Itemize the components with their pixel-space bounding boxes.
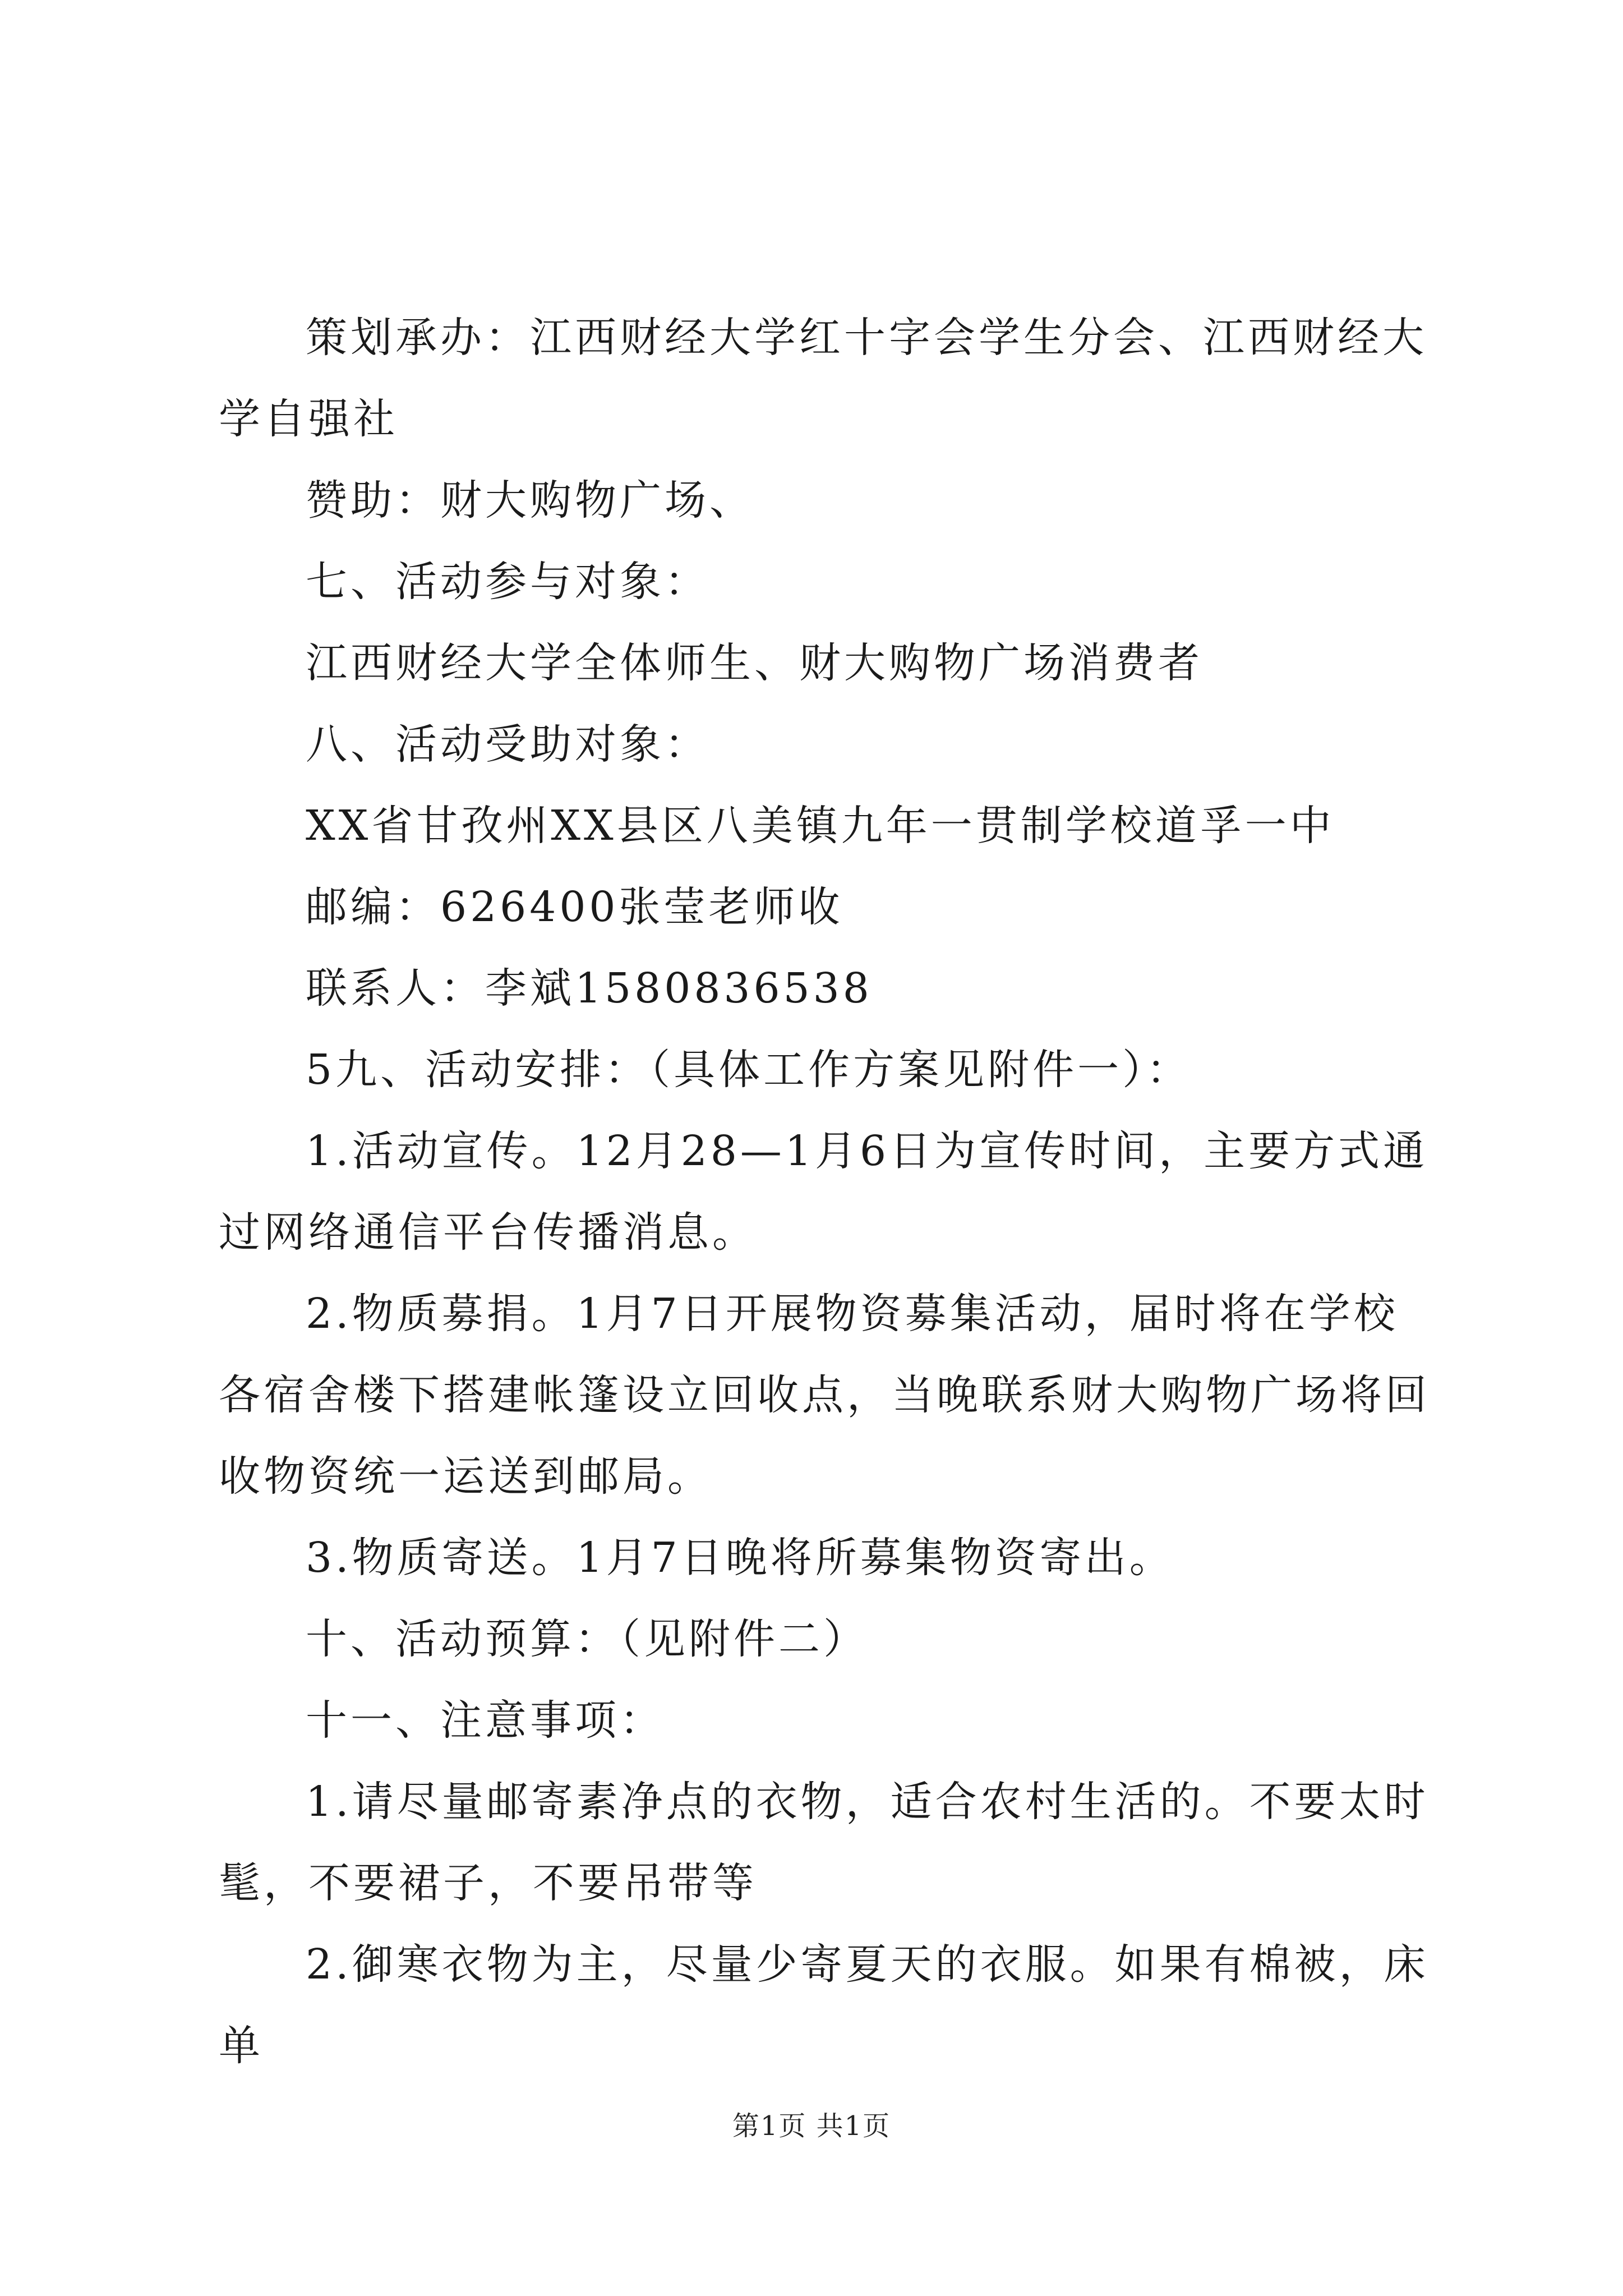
paragraph-heading-participants: 七、活动参与对象： xyxy=(306,558,709,606)
paragraph-schedule-collection: 2.物质募捐。1月7日开展物资募集活动，届时将在学校各宿舍楼下搭建帐篷设立回收点，当晚联系财大购物广场将回收物资统一运送到邮局。 xyxy=(219,1290,1430,1501)
paragraph-heading-budget: 十、活动预算：（见附件二） xyxy=(306,1615,868,1663)
paragraph-postcode: 邮编：626400张莹老师收 xyxy=(306,883,843,931)
paragraph-schedule-promotion: 1.活动宣传。12月28—1月6日为宣传时间，主要方式通过网络通信平台传播消息。 xyxy=(219,1127,1428,1257)
paragraph-heading-recipients: 八、活动受助对象： xyxy=(306,720,709,769)
paragraph-note-2: 2.御寒衣物为主，尽量少寄夏天的衣服。如果有棉被，床单 xyxy=(219,1940,1429,2070)
page-footer: 第1页 共1页 xyxy=(732,2110,891,2142)
paragraph-heading-schedule: 5九、活动安排：（具体工作方案见附件一）： xyxy=(306,1046,1192,1094)
paragraph-heading-notes: 十一、注意事项： xyxy=(306,1696,665,1745)
paragraph-sponsor: 赞助：财大购物广场、 xyxy=(306,476,754,524)
paragraph-note-1: 1.请尽量邮寄素净点的衣物，适合农村生活的。不要太时髦，不要裙子，不要吊带等 xyxy=(219,1778,1429,1907)
paragraph-organizer: 策划承办：江西财经大学红十字会学生分会、江西财经大学自强社 xyxy=(219,314,1427,443)
paragraph-participants: 江西财经大学全体师生、财大购物广场消费者 xyxy=(306,639,1203,687)
document-body xyxy=(219,297,1430,2087)
paragraph-recipient-address: XX省甘孜州XX县区八美镇九年一贯制学校道孚一中 xyxy=(306,802,1335,850)
paragraph-contact: 联系人：李斌1580836538 xyxy=(306,964,873,1013)
paragraph-schedule-shipping: 3.物质寄送。1月7日晚将所募集物资寄出。 xyxy=(306,1534,1174,1582)
